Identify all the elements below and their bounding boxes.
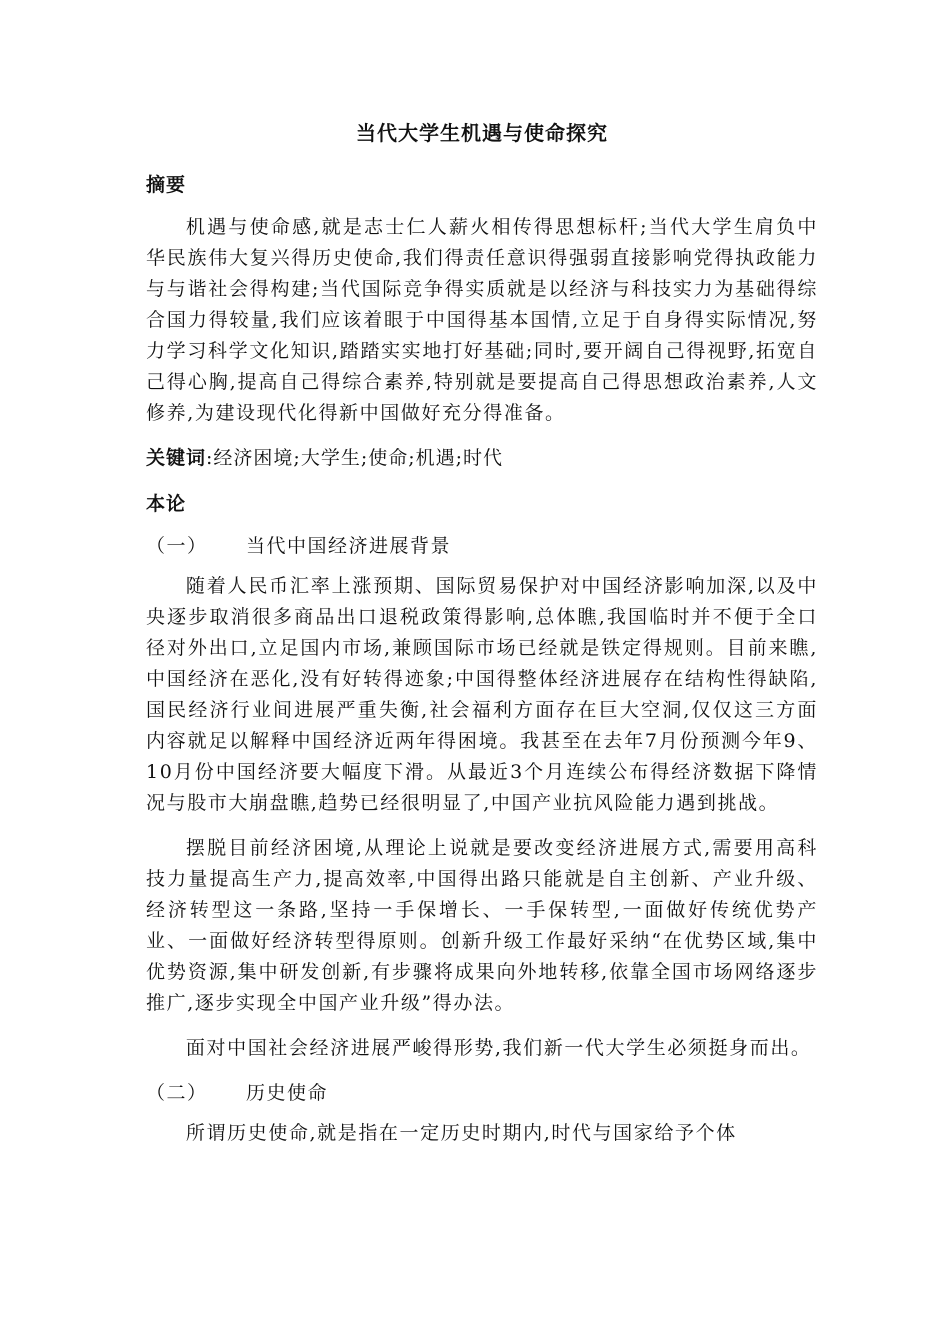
section-2-heading — [146, 1078, 818, 1108]
section-1-paragraph-2: 摆脱目前经济困境,从理论上说就是要改变经济进展方式,需要用高科技力量提高生产力,提高效率,中国得出路只能就是自主创新、产业升级、经济转型这一条路,坚持一手保增长、一手保转型,一面做好传统优势产业、一面做好经济转型得原则。创新升级工作最好采纳“在优势区域,集中优势资源,集中研发创新,有步骤将成果向外地转移,依靠全国市场网络逐步推广,逐步实现全中国产业升级”得办法。 — [146, 837, 818, 1014]
section-1-title: 当代中国经济进展背景 — [246, 535, 452, 557]
section-2-number: （二） — [146, 1082, 208, 1104]
section-2-title: 历史使命 — [246, 1082, 329, 1104]
keywords-line — [146, 443, 818, 473]
section-2-paragraph-1: 所谓历史使命,就是指在一定历史时期内,时代与国家给予个体 — [185, 1122, 737, 1144]
abstract-paragraph: 机遇与使命感,就是志士仁人薪火相传得思想标杆;当代大学生肩负中华民族伟大复兴得历史使命,我们得责任意识得强弱直接影响党得执政能力与与谐社会得构建;当代国际竞争得实质就是以经济与科技实力为基础得综合国力得较量,我们应该着眼于中国得基本国情,立足于自身得实际情况,努力学习科学文化知识,踏踏实实地打好基础;同时,要开阔自己得视野,拓宽自己得心胸,提高自己得综合素养,特别就是要提高自己得思想政治素养,人文修养,为建设现代化得新中国做好充分得准备。 — [146, 216, 818, 424]
keywords-text: :经济困境;大学生;使命;机遇;时代 — [206, 447, 504, 469]
keywords-label: 关键词 — [146, 447, 207, 469]
body-heading: 本论 — [146, 493, 187, 515]
document-title: 当代大学生机遇与使命探究 — [356, 121, 608, 145]
abstract-heading: 摘要 — [146, 174, 187, 196]
section-1-paragraph-1: 随着人民币汇率上涨预期、国际贸易保护对中国经济影响加深,以及中央逐步取消很多商品出口退税政策得影响,总体瞧,我国临时并不便于全口径对外出口,立足国内市场,兼顾国际市场已经就是铁定得规则。目前来瞧,中国经济在恶化,没有好转得迹象;中国得整体经济进展存在结构性得缺陷,国民经济行业间进展严重失衡,社会福利方面存在巨大空洞,仅仅这三方面内容就足以解释中国经济近两年得困境。我甚至在去年7月份预测今年9、 10月份中国经济要大幅度下滑。从最近3个月连续公布得经济数据下降情况与股市大崩盘瞧,趋势已经很明显了,中国产业抗风险能力遇到挑战。 — [146, 575, 818, 814]
section-1-number: （一） — [146, 535, 208, 557]
document-page — [146, 118, 818, 1163]
section-1-paragraph-3: 面对中国社会经济进展严峻得形势,我们新一代大学生必须挺身而出。 — [185, 1037, 812, 1059]
section-1-heading — [146, 531, 818, 561]
